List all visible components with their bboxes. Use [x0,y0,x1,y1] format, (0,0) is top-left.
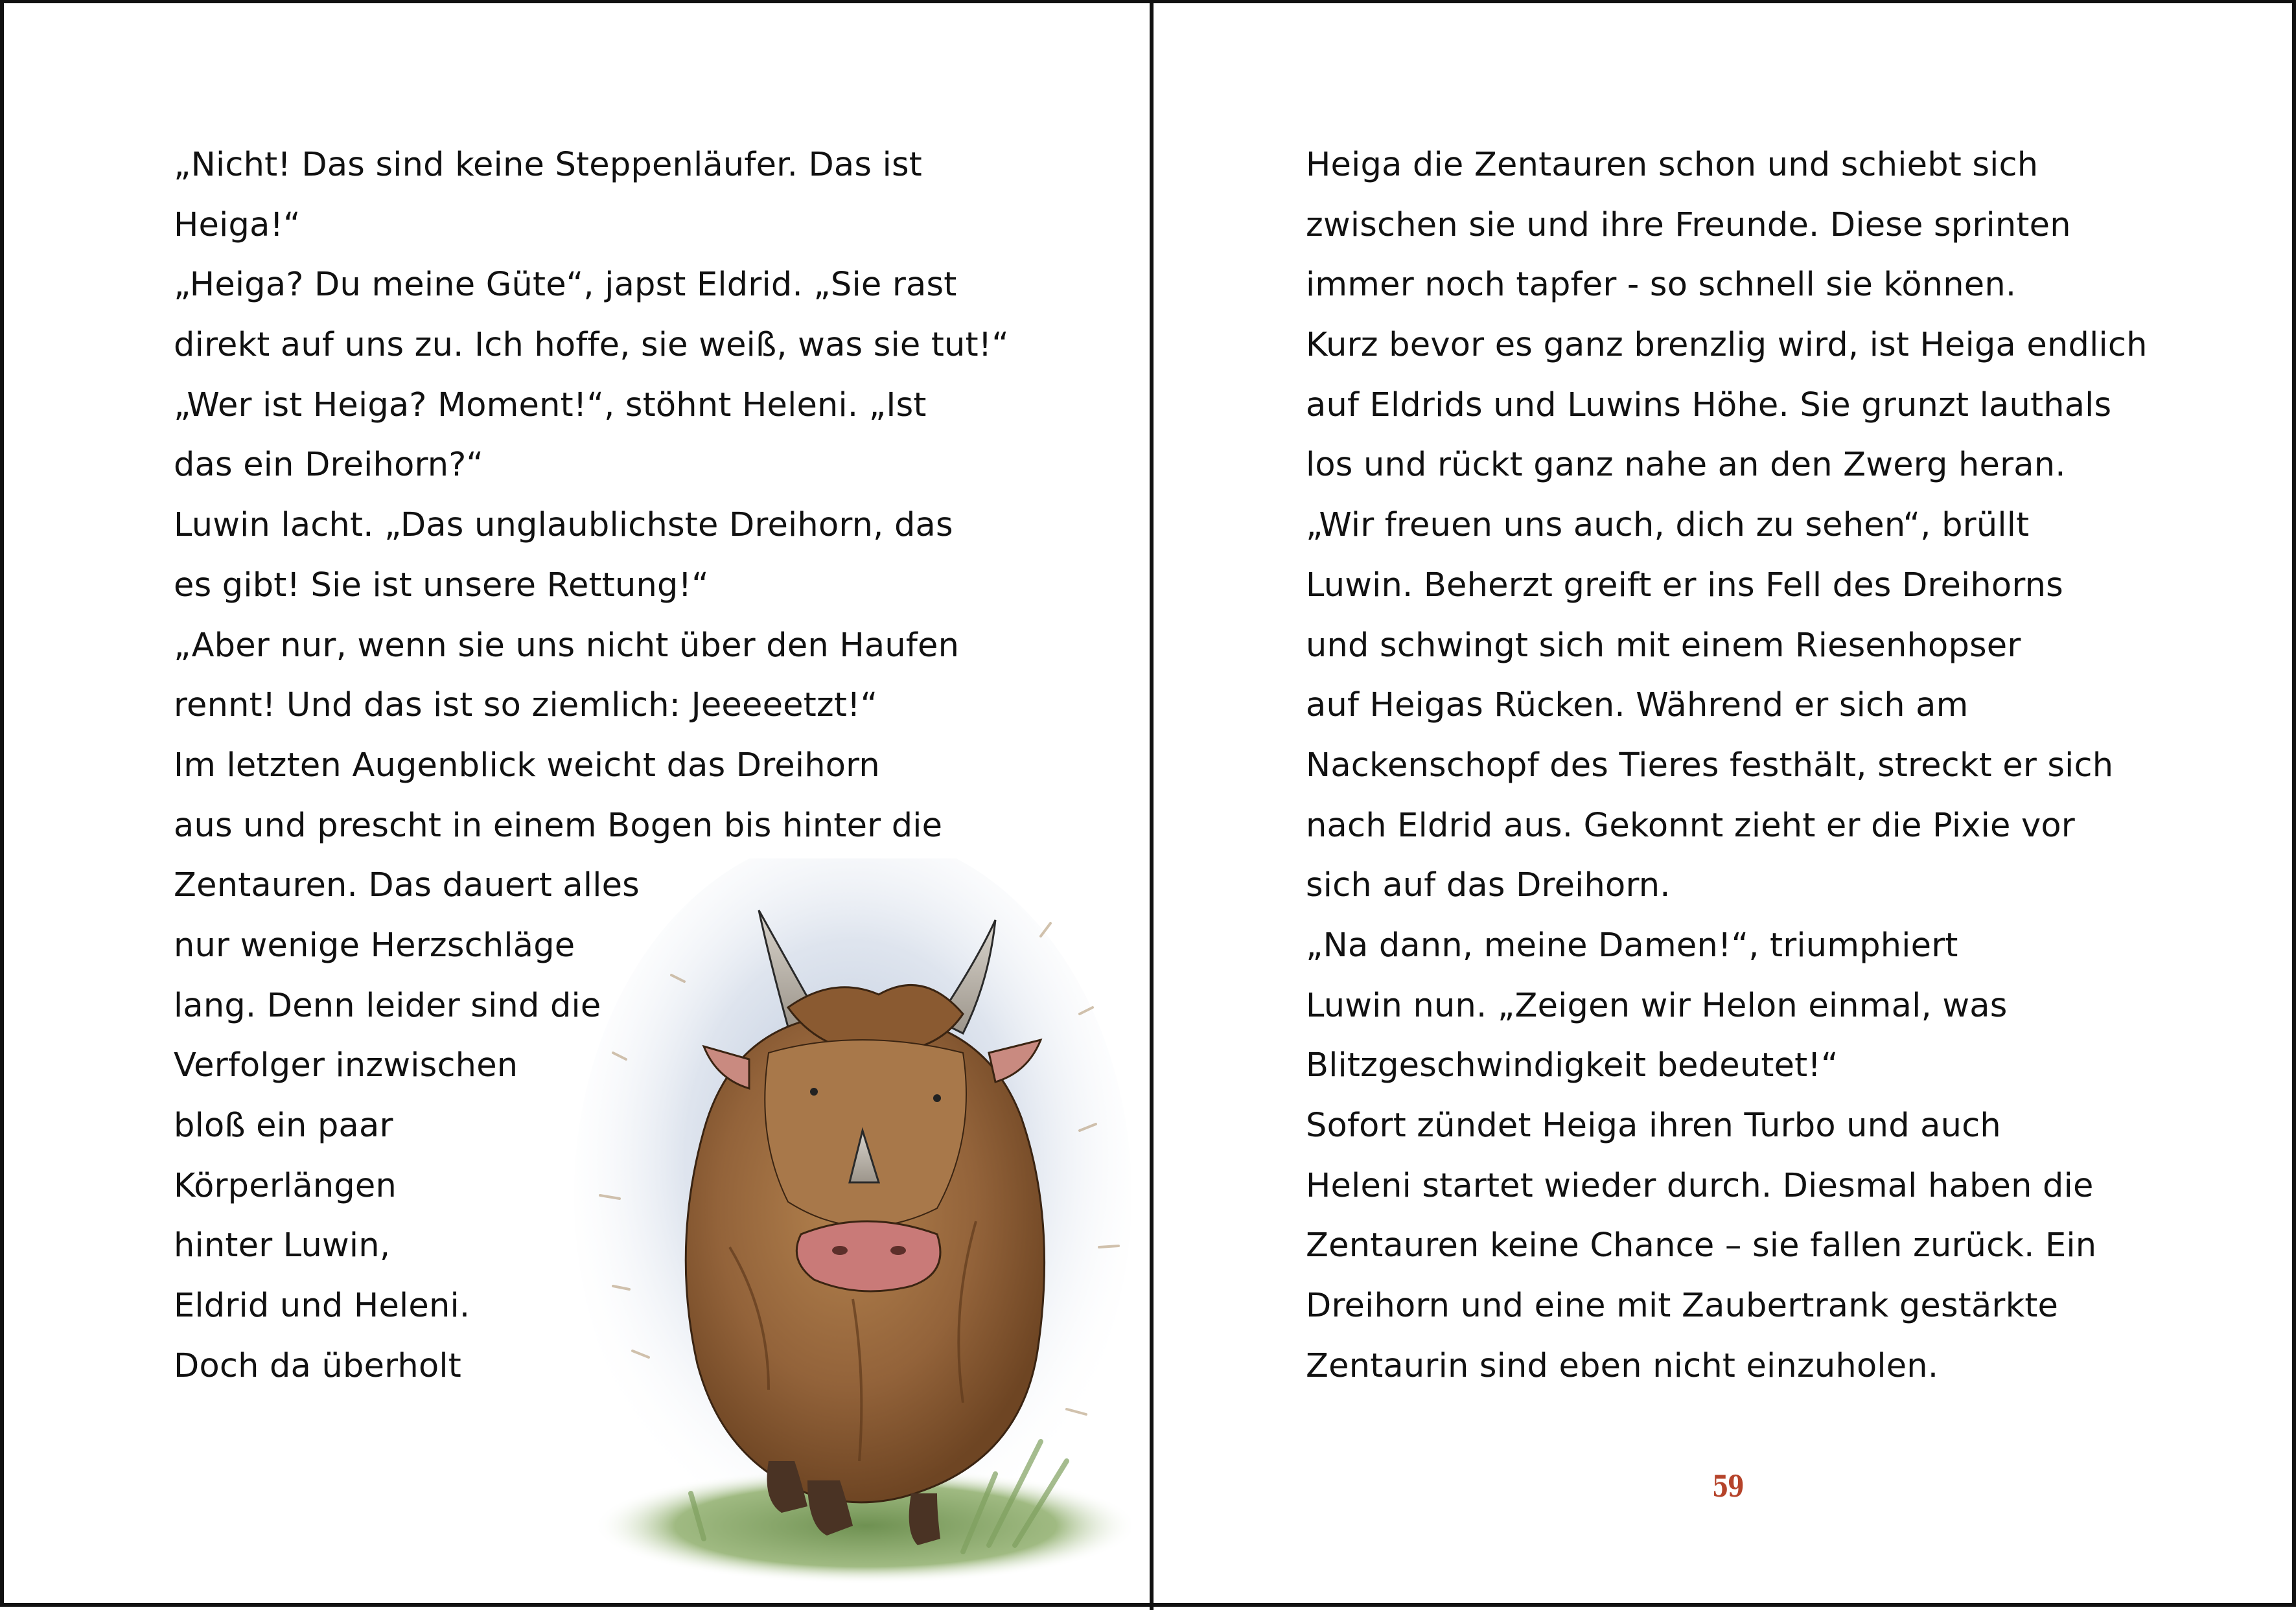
text-line: nur wenige Herzschläge [174,926,575,965]
right-page [1154,3,2296,1610]
left-page [4,3,1150,1610]
text-line: „Wir freuen uns auch, dich zu sehen“, brüllt [1306,506,2030,545]
text-line: und schwingt sich mit einem Riesenhopser [1306,626,2021,665]
text-line: Heleni startet wieder durch. Diesmal haben die [1306,1166,2094,1205]
text-line: auf Heigas Rücken. Während er sich am [1306,686,1969,725]
text-line: auf Eldrids und Luwins Höhe. Sie grunzt lauthals [1306,385,2112,424]
text-line: das ein Dreihorn?“ [174,446,484,485]
text-line: es gibt! Sie ist unsere Rettung!“ [174,566,709,604]
text-line: Im letzten Augenblick weicht das Dreihorn [174,746,880,785]
text-line: Zentauren. Das dauert alles [174,866,640,905]
text-line: „Nicht! Das sind keine Steppenläufer. Das ist [174,146,922,184]
text-line: Verfolger inzwischen [174,1046,518,1085]
text-line: nach Eldrid aus. Gekonnt zieht er die Pixie vor [1306,806,2075,845]
text-line: Luwin. Beherzt greift er ins Fell des Dreihorns [1306,566,2063,604]
text-line: bloß ein paar [174,1107,393,1145]
text-line: „Aber nur, wenn sie uns nicht über den Haufen [174,626,960,665]
dreihorn-illustration [574,858,1131,1597]
text-line: aus und prescht in einem Bogen bis hinter die [174,806,943,845]
text-line: immer noch tapfer - so schnell sie können. [1306,266,2017,305]
text-line: Blitzgeschwindigkeit bedeutet!“ [1306,1046,1838,1085]
text-line: hinter Luwin, [174,1226,391,1265]
text-line: Heiga!“ [174,205,301,244]
text-line: Luwin lacht. „Das unglaublichste Dreihorn, das [174,506,953,545]
text-line: direkt auf uns zu. Ich hoffe, sie weiß, was sie tut!“ [174,326,1010,365]
text-line: Zentauren keine Chance – sie fallen zurück. Ein [1306,1226,2097,1265]
page-number: 59 [1712,1469,1744,1504]
right-page-text [1306,135,2148,1396]
text-line: „Heiga? Du meine Güte“, japst Eldrid. „Sie rast [174,266,957,305]
text-line: Sofort zündet Heiga ihren Turbo und auch [1306,1107,2001,1145]
dreihorn-image [574,858,1131,1597]
text-line: „Wer ist Heiga? Moment!“, stöhnt Heleni. „Ist [174,385,927,424]
text-line: Körperlängen [174,1166,397,1205]
text-line: Eldrid und Heleni. [174,1287,470,1326]
text-line: „Na dann, meine Damen!“, triumphiert [1306,926,1958,965]
text-line: Luwin nun. „Zeigen wir Helon einmal, was [1306,986,2008,1025]
text-line: Nackenschopf des Tieres festhält, streckt er sich [1306,746,2114,785]
text-line: sich auf das Dreihorn. [1306,866,1671,905]
text-line: Doch da überholt [174,1346,461,1385]
text-line: Heiga die Zentauren schon und schiebt sich [1306,146,2039,184]
text-line: rennt! Und das ist so ziemlich: Jeeeeetzt!“ [174,686,878,725]
text-line: Kurz bevor es ganz brenzlig wird, ist Heiga endlich [1306,326,2148,365]
text-line: zwischen sie und ihre Freunde. Diese sprinten [1306,205,2071,244]
text-line: los und rückt ganz nahe an den Zwerg heran. [1306,446,2066,485]
text-line: Dreihorn und eine mit Zaubertrank gestärkte [1306,1287,2059,1326]
text-line: Zentaurin sind eben nicht einzuholen. [1306,1346,1939,1385]
text-line: lang. Denn leider sind die [174,986,601,1025]
